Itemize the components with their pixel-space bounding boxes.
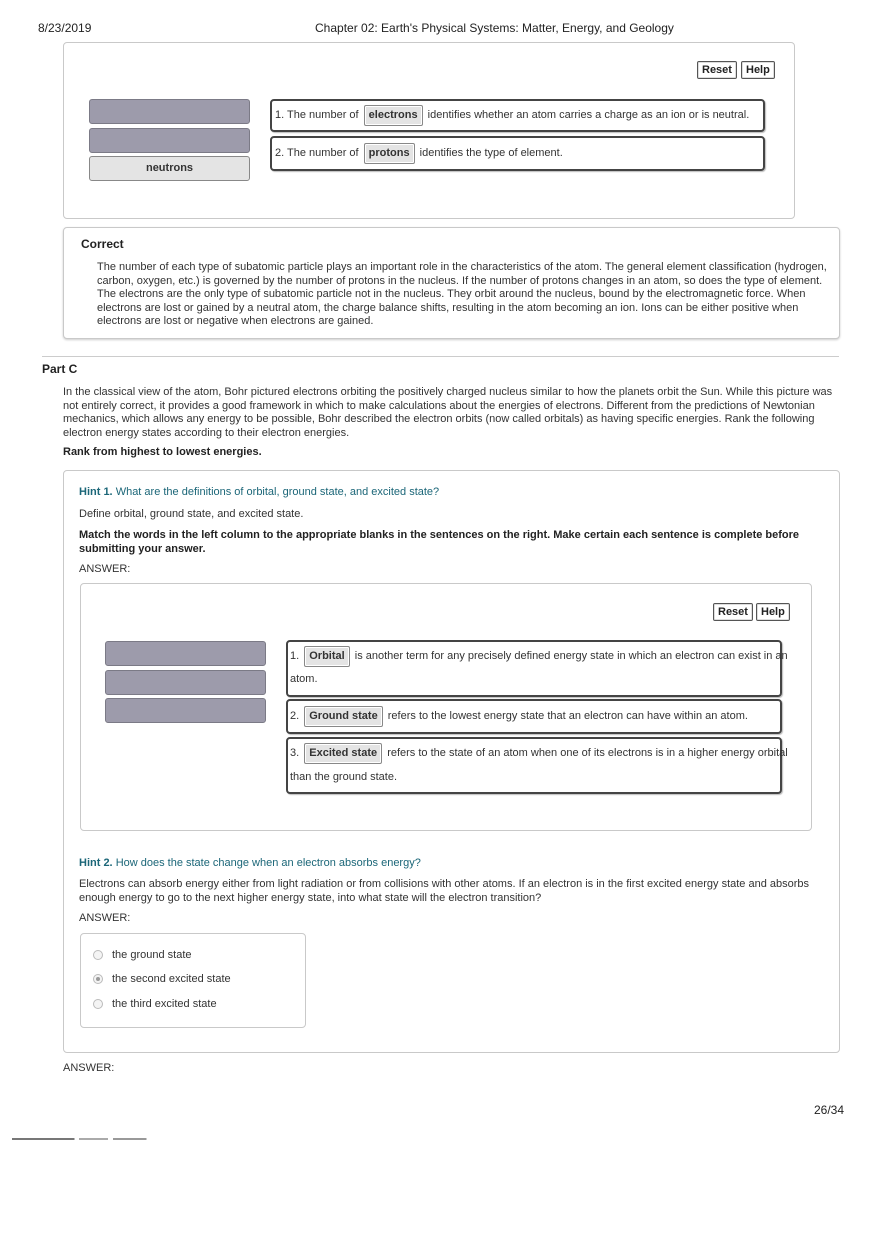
feedback-text: The number of each type of subatomic particle plays an important role in the characteristics of the atom. The general element classification (hydrogen, carbon, oxygen, etc.) is governed by the number of protons in the nucleus. If the number of protons changes in an atom, so does the type of element. The electrons are the only type of subatomic particle not in the nucleus. They orbit around the nucleus, bound by the electromagnetic force. When electrons are lost or gained by a neutral atom, the charge balance shifts, resulting in the atom becoming an ion. Ions can be either positive when electrons are lost or negative when electrons are gained. — [97, 261, 827, 327]
sentence-number: 1. — [290, 650, 300, 662]
help-button[interactable]: Help — [756, 603, 790, 621]
source-chip-neutrons[interactable]: neutrons — [89, 156, 250, 181]
sentence-number: 2. — [275, 147, 285, 159]
radio-ground-state[interactable] — [93, 950, 103, 960]
source-slot-empty[interactable] — [105, 698, 266, 723]
sentence-number: 2. — [290, 710, 300, 722]
radio-third-excited-state[interactable] — [93, 999, 103, 1009]
drop-target-protons[interactable]: protons — [364, 143, 415, 164]
section-divider — [42, 356, 839, 357]
sentence-2 — [286, 699, 782, 734]
hint-1-question: What are the definitions of orbital, ground state, and excited state? — [115, 486, 440, 498]
part-c-intro: In the classical view of the atom, Bohr pictured electrons orbiting the positively charged nucleus similar to how the planets orbit the Sun. While this picture was not entirely correct, it provides a good framework in which to make calculations about the energies of electrons. Different from the predictions of Newtonian mechanics, which allows any energy to be possible, Bohr described the electron orbits (now called orbitals) as having specific energies. Rank the following electron energy states according to their electron energies. — [63, 386, 833, 439]
sentence-text: is another term for any precisely defined energy state in which an electron can exist in an — [354, 650, 788, 662]
sentence-1 — [270, 99, 765, 132]
hint-1-instruction: Match the words in the left column to the appropriate blanks in the sentences on the right. Make certain each sentence is complete before submitting your answer. — [79, 529, 800, 555]
source-slot-empty[interactable] — [105, 641, 266, 666]
sentence-3 — [286, 737, 788, 794]
sentence-2 — [270, 136, 765, 171]
drop-target-ground-state[interactable]: Ground state — [304, 706, 382, 727]
hint-2-toggle[interactable] — [79, 857, 421, 871]
source-slot-empty[interactable] — [89, 128, 250, 153]
option-label[interactable]: the third excited state — [112, 998, 217, 1010]
source-slot-empty[interactable] — [89, 99, 250, 124]
drop-target-excited-state[interactable]: Excited state — [304, 743, 382, 764]
sentence-text: The number of — [287, 147, 359, 159]
hint-2-label: Hint 2. — [79, 857, 113, 869]
hint-1-answer-label: ANSWER: — [79, 563, 131, 575]
hint-1-desc: Define orbital, ground state, and excited state. — [79, 508, 304, 520]
page-number: 26/34 — [814, 1103, 845, 1117]
radio-second-excited-state[interactable] — [93, 974, 103, 984]
hint-2-question: How does the state change when an electron absorbs energy? — [115, 857, 421, 869]
part-c-instruction: Rank from highest to lowest energies. — [63, 446, 262, 458]
sentence-number: 1. — [275, 109, 285, 121]
option-label[interactable]: the ground state — [112, 949, 192, 961]
hint-2-answer-label: ANSWER: — [79, 912, 131, 924]
sentence-text: identifies the type of element. — [419, 147, 563, 159]
part-c-title: Part C — [42, 362, 78, 376]
sentence-number: 3. — [290, 747, 300, 759]
sentence-1 — [286, 640, 788, 697]
page-title: Chapter 02: Earth's Physical Systems: Matter, Energy, and Geology — [315, 21, 674, 35]
hint-2-desc: Electrons can absorb energy either from light radiation or from collisions with other atoms. If an electron is in the first excited energy state and absorbs enough energy to go to the next higher energy state, into what state will the electron transition? — [79, 878, 810, 904]
reset-button[interactable]: Reset — [713, 603, 753, 621]
hint-1-toggle[interactable] — [79, 486, 439, 500]
sentence-text: refers to the lowest energy state that an electron can have within an atom. — [387, 710, 748, 722]
print-date: 8/23/2019 — [38, 21, 92, 35]
part-c-answer-label: ANSWER: — [63, 1062, 115, 1074]
sentence-text: atom. — [290, 673, 318, 685]
hint-1-label: Hint 1. — [79, 486, 113, 498]
feedback-title: Correct — [81, 237, 124, 251]
sentence-text: The number of — [287, 109, 359, 121]
source-slot-empty[interactable] — [105, 670, 266, 695]
reset-button[interactable]: Reset — [697, 61, 737, 79]
option-label[interactable]: the second excited state — [112, 973, 231, 985]
drop-target-electrons[interactable]: electrons — [364, 105, 423, 126]
help-button[interactable]: Help — [741, 61, 775, 79]
sentence-text: identifies whether an atom carries a charge as an ion or is neutral. — [427, 109, 750, 121]
sentence-text: refers to the state of an atom when one of its electrons is in a higher energy orbital — [387, 747, 788, 759]
sentence-text: than the ground state. — [290, 771, 398, 783]
cut-off-footer-line — [12, 1138, 252, 1140]
drop-target-orbital[interactable]: Orbital — [304, 646, 349, 667]
